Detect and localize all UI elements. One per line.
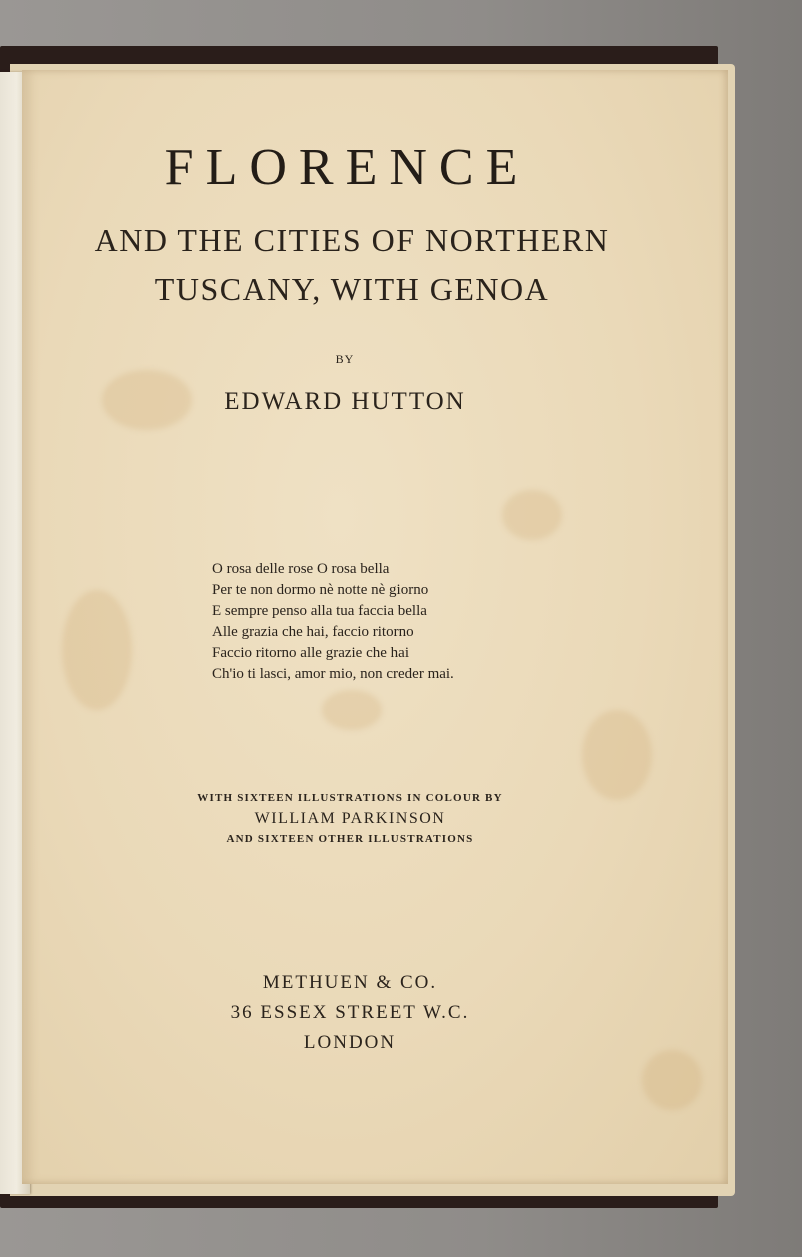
book-subtitle: [22, 216, 682, 314]
author-name: EDWARD HUTTON: [224, 388, 466, 415]
subtitle-line-1: AND THE CITIES OF NORTHERN: [94, 222, 610, 258]
poem-line: E sempre penso alla tua faccia bella: [212, 603, 427, 619]
illustrator-name: WILLIAM PARKINSON: [254, 810, 446, 827]
book-title: FLORENCE: [164, 139, 530, 196]
publisher-address: 36 ESSEX STREET W.C.: [230, 1002, 470, 1023]
illustrations-line-3: AND SIXTEEN OTHER ILLUSTRATIONS: [226, 833, 474, 845]
epigraph-poem: [212, 559, 454, 685]
poem-line: Ch'io ti lasci, amor mio, non creder mai.: [212, 666, 454, 682]
subtitle-line-2: TUSCANY, WITH GENOA: [154, 271, 550, 307]
title-page-content: [22, 70, 728, 1184]
poem-line: Faccio ritorno alle grazie che hai: [212, 645, 409, 661]
illustrations-line-1: WITH SIXTEEN ILLUSTRATIONS IN COLOUR BY: [197, 792, 503, 804]
poem-line: O rosa delle rose O rosa bella: [212, 561, 390, 577]
publisher-imprint: [22, 968, 678, 1058]
poem-line: Alle grazia che hai, faccio ritorno: [212, 624, 414, 640]
publisher-name: METHUEN & CO.: [262, 972, 438, 993]
publisher-city: LONDON: [303, 1032, 397, 1053]
by-label: BY: [335, 352, 355, 366]
poem-line: Per te non dormo nè notte nè giorno: [212, 582, 429, 598]
illustrations-credit: [22, 792, 678, 845]
